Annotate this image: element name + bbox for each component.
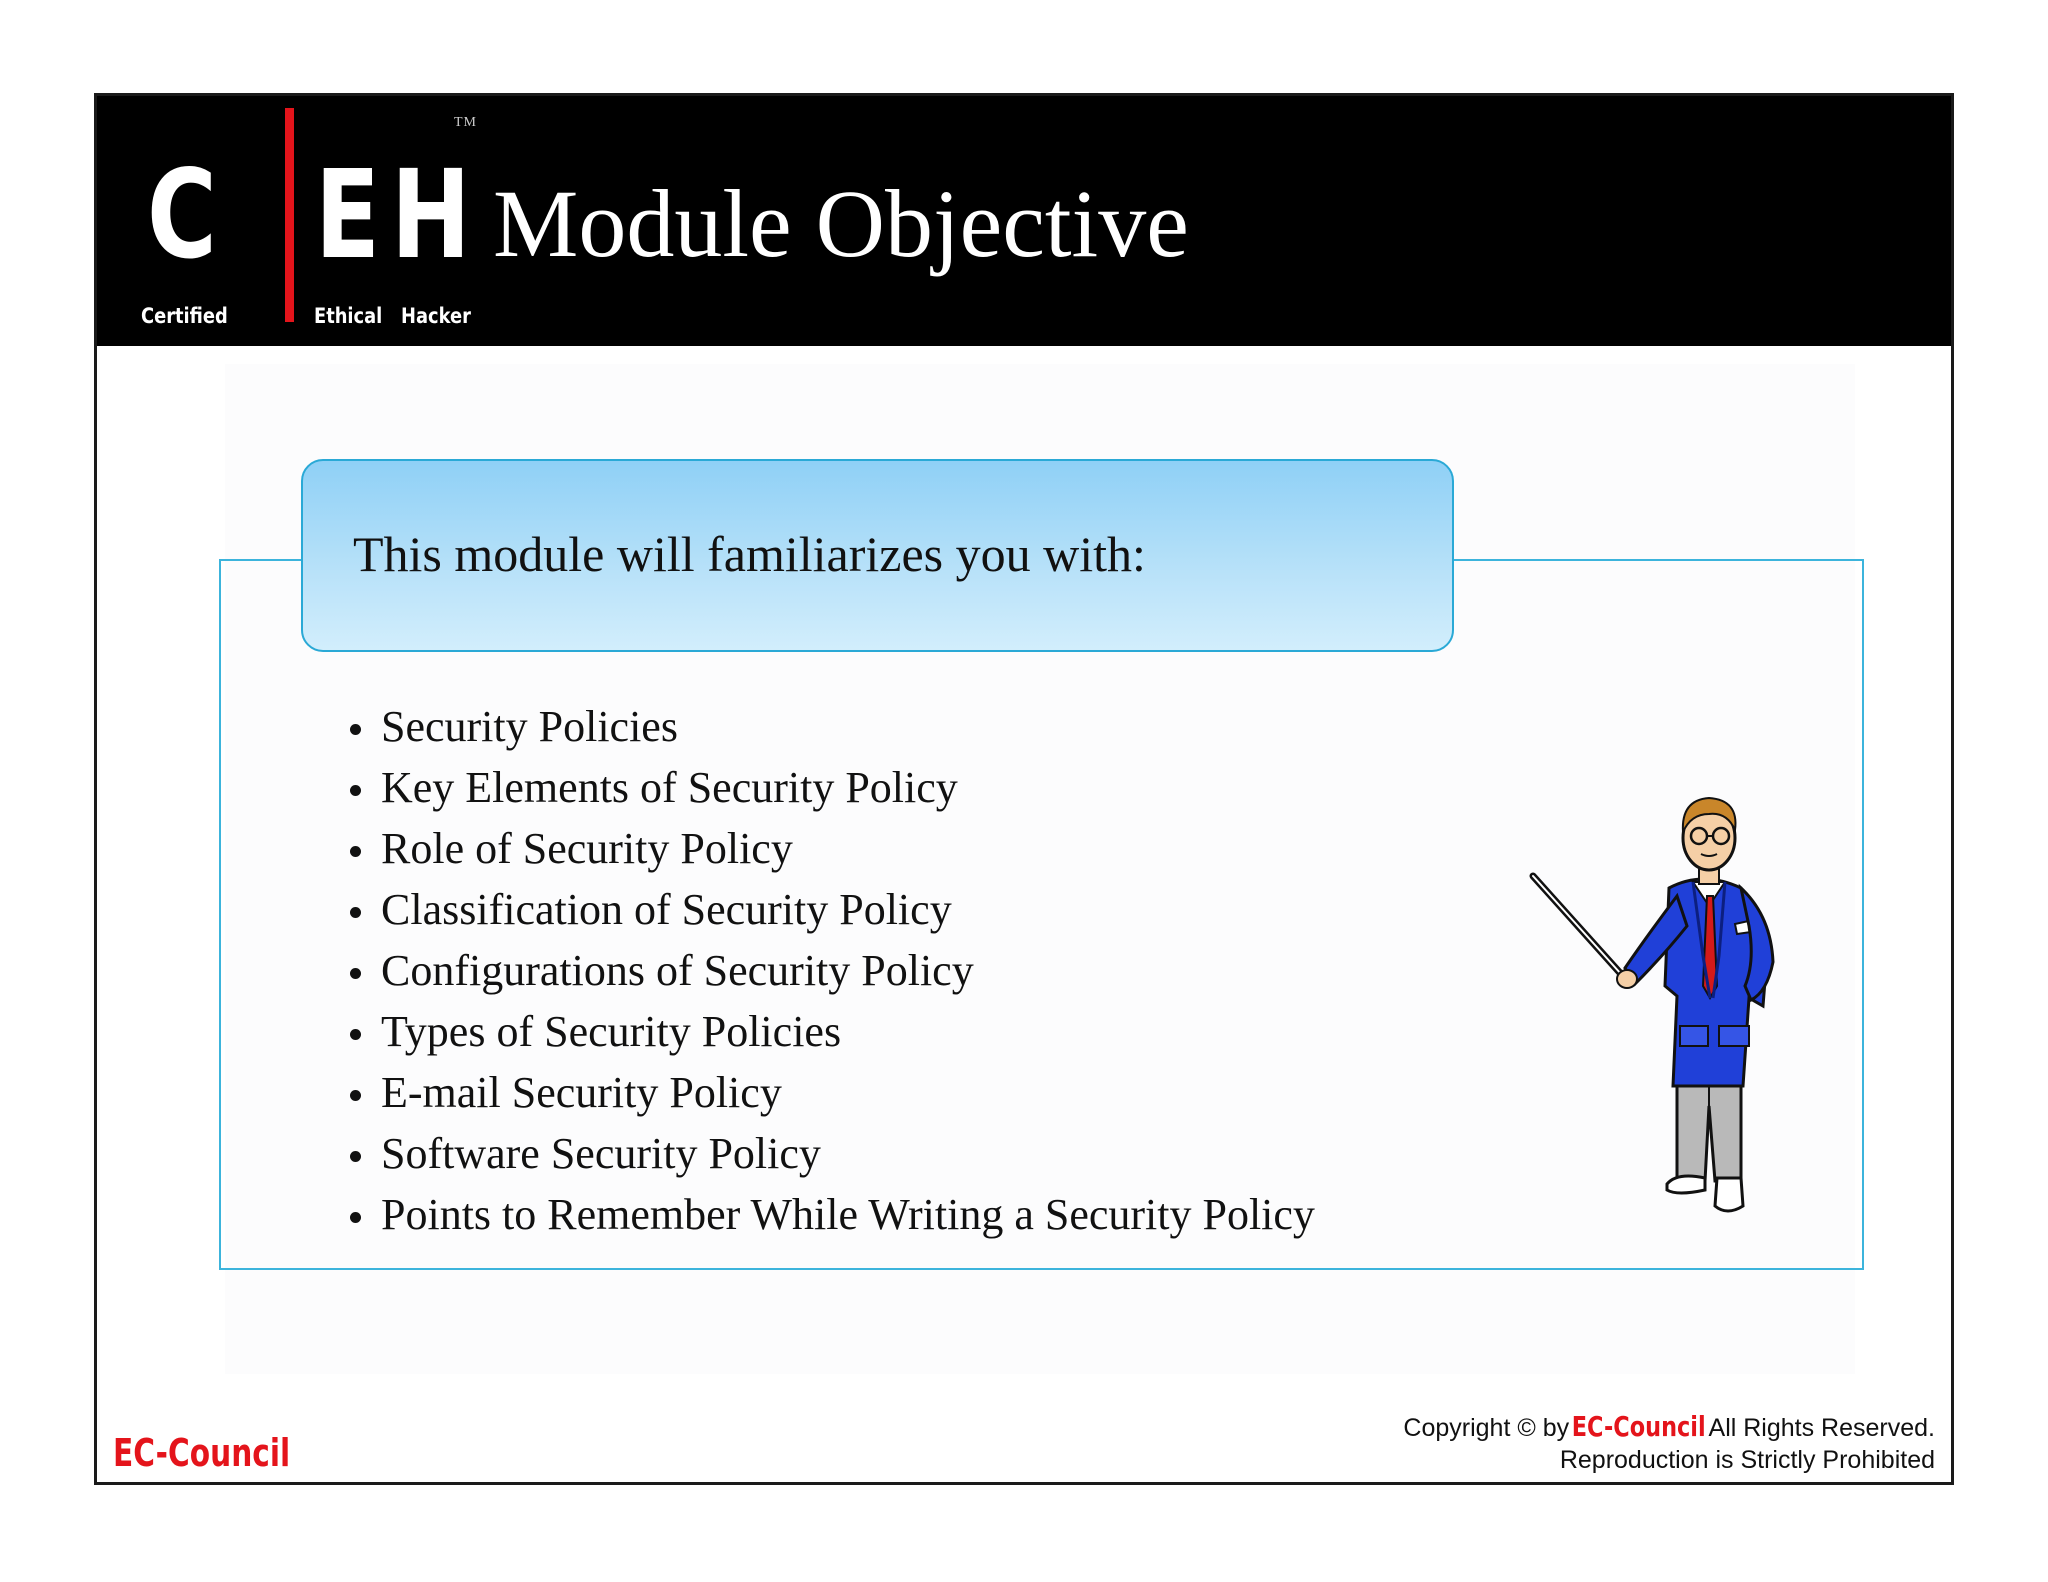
intro-callout xyxy=(301,459,1454,652)
list-item xyxy=(347,757,1315,818)
presenter-illustration xyxy=(1527,786,1807,1226)
list-item-text: Points to Remember While Writing a Security Policy xyxy=(381,1190,1315,1239)
list-item xyxy=(347,1123,1315,1184)
reproduction-line: Reproduction is Strictly Prohibited xyxy=(1559,1446,1935,1474)
bullet-icon xyxy=(350,724,361,735)
copyright-suffix: All Rights Reserved. xyxy=(1708,1414,1935,1442)
bullet-icon xyxy=(350,1151,361,1162)
bullet-icon xyxy=(350,968,361,979)
list-item xyxy=(347,1184,1315,1245)
list-item-text: Classification of Security Policy xyxy=(381,885,952,934)
list-item xyxy=(347,818,1315,879)
bullet-icon xyxy=(350,1090,361,1101)
list-item-text: Configurations of Security Policy xyxy=(381,946,974,995)
logo-letter-e: E xyxy=(315,144,381,286)
list-item xyxy=(347,879,1315,940)
logo-sub-hacker: Hacker xyxy=(401,304,471,328)
logo-letter-h: H xyxy=(391,144,471,286)
list-item-text: E-mail Security Policy xyxy=(381,1068,782,1117)
page-title: Module Objective xyxy=(493,170,1189,277)
logo-sub-certified: Certified xyxy=(141,304,228,328)
ceh-logo xyxy=(141,108,477,338)
logo-sub-ethical: Ethical xyxy=(314,304,383,328)
copyright-prefix: Copyright © by xyxy=(1403,1414,1570,1442)
list-item xyxy=(347,1001,1315,1062)
intro-callout-text: This module will familiarizes you with: xyxy=(353,526,1146,582)
logo-red-bar xyxy=(285,108,294,322)
list-item-text: Software Security Policy xyxy=(381,1129,821,1178)
footer-brand-logo: EC-Council xyxy=(113,1431,291,1475)
bullet-icon xyxy=(350,907,361,918)
list-item xyxy=(347,696,1315,757)
bullet-icon xyxy=(350,1029,361,1040)
logo-trademark: TM xyxy=(454,115,477,130)
list-item-text: Role of Security Policy xyxy=(381,824,793,873)
bullet-icon xyxy=(350,846,361,857)
header-bar xyxy=(97,96,1951,346)
bullet-icon xyxy=(350,785,361,796)
list-item xyxy=(347,940,1315,1001)
list-item-text: Key Elements of Security Policy xyxy=(381,763,958,812)
copyright-line xyxy=(1403,1411,1935,1444)
copyright-notice xyxy=(1403,1411,1935,1476)
copyright-brand: EC-Council xyxy=(1571,1410,1706,1443)
list-item-text: Types of Security Policies xyxy=(381,1007,842,1056)
bullet-icon xyxy=(350,1212,361,1223)
objectives-list xyxy=(347,696,1315,1245)
list-item-text: Security Policies xyxy=(381,702,678,751)
list-item xyxy=(347,1062,1315,1123)
slide xyxy=(94,93,1954,1485)
logo-letter-c: C xyxy=(147,144,217,286)
